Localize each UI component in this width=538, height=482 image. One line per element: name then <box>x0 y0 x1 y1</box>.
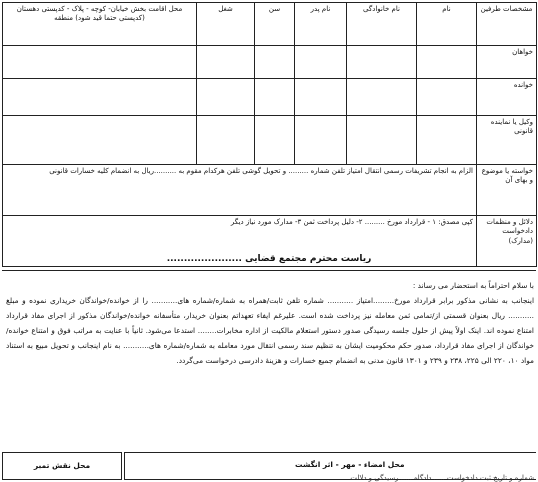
defendant-job-cell[interactable] <box>197 79 255 116</box>
lawyer-label: وکیل یا نماینده قانونی <box>477 116 537 165</box>
plaintiff-family-cell[interactable] <box>347 46 417 79</box>
subject-text: الزام به انجام تشریفات رسمی انتقال امتیاز تلفن شماره ......... و تحویل گوشی تلفن هرکدام مقوم به ..........ریال به انضمام کلیه خسارات قانونی <box>3 165 477 216</box>
header-father: نام پدر <box>295 3 347 46</box>
signature-box[interactable] <box>124 452 536 480</box>
defendant-family-cell[interactable] <box>347 79 417 116</box>
plaintiff-residence-cell[interactable] <box>3 46 197 79</box>
petition-paragraph: اینجانب به نشانی مذکور برابر قرارداد مورخ.........امتیاز ........... شماره تلفن ثابت/همراه به شماره/شماره های........... را از خوانده/خواندگان خریداری نموده و مبلغ ........... ریال بعنوان قسمتی از/تمامی ثمن معامله نیز پرداخت شده است. علیرغم ایفاء تعهداتم بعنوان خریدار، متأسفانه خوانده/خواندگان مذکور از اجرای مفاد قرارداد امتناع نموده اند. اینک اولاً پیش از حلول جلسه رسیدگی صدور دستور استعلام مالکیت از اداره مخابرات........ استدعا می‌شود. ثانیاً با عنایت به مراتب فوق و امتناع خوانده/خواندگان از اجرای مفاد قرارداد، صدور حکم محکومیت ایشان به تنظیم سند رسمی انتقال مورد معامله به شماره/شماره های........... به نام اینجانب و تحویل مبیع به استناد مواد ۱۰، ۲۲۰ الی ۲۲۵، ۲۳۸ و ۲۳۹ و ۱۳۰۱ قانون مدنی به انضمام جمیع خسارات و هزینهٔ دادرسی درخواست می‌گردد. <box>6 296 534 365</box>
header-age: سن <box>255 3 295 46</box>
footer-area <box>2 452 536 480</box>
plaintiff-label: خواهان <box>477 46 537 79</box>
plaintiff-row <box>3 46 537 79</box>
subject-label: خواسته یا موضوع و بهای آن <box>477 165 537 216</box>
header-residence: محل اقامت بخش خیابان- کوچه - پلاک - کدپستی دهستان (کدپستی حتما قید شود) منطقه <box>3 3 197 46</box>
greeting: با سلام احتراماً به استحضار می رساند : <box>412 281 534 290</box>
evidence-label: دلائل و منظمات دادخواست (مدارک) <box>477 216 537 267</box>
lawyer-family-cell[interactable] <box>347 116 417 165</box>
header-family: نام خانوادگی <box>347 3 417 46</box>
table-header-row <box>3 3 537 46</box>
lawyer-name-cell[interactable] <box>417 116 477 165</box>
signature-label: محل امضاء - مهر - اثر انگشت <box>295 460 405 469</box>
title-divider <box>2 270 536 271</box>
court-title: ریاست محترم مجتمع قضایی ...................... <box>166 254 372 264</box>
header-job: شغل <box>197 3 255 46</box>
evidence-text: کپی مصدق: ۱ - قرارداد مورخ ......... ۲- دلیل پرداخت ثمن ۳- مدارک مورد نیاز دیگر <box>3 216 477 267</box>
lawyer-job-cell[interactable] <box>197 116 255 165</box>
parties-table <box>2 2 537 267</box>
defendant-label: خوانده <box>477 79 537 116</box>
lawyer-age-cell[interactable] <box>255 116 295 165</box>
stamp-box: محل نقش تمبر <box>2 452 122 480</box>
defendant-name-cell[interactable] <box>417 79 477 116</box>
subject-row <box>3 165 537 216</box>
plaintiff-name-cell[interactable] <box>417 46 477 79</box>
registration-fragment: شماره و تاریخ ثبت دادخواست ..... دادگاه ..... رسیدگی و دلالت <box>350 474 534 482</box>
lawyer-father-cell[interactable] <box>295 116 347 165</box>
petition-body <box>6 278 534 368</box>
lawyer-residence-cell[interactable] <box>3 116 197 165</box>
plaintiff-job-cell[interactable] <box>197 46 255 79</box>
defendant-residence-cell[interactable] <box>3 79 197 116</box>
lawyer-row <box>3 116 537 165</box>
plaintiff-father-cell[interactable] <box>295 46 347 79</box>
defendant-row <box>3 79 537 116</box>
parties-label: مشخصات طرفین <box>477 3 537 46</box>
defendant-father-cell[interactable] <box>295 79 347 116</box>
defendant-age-cell[interactable] <box>255 79 295 116</box>
plaintiff-age-cell[interactable] <box>255 46 295 79</box>
header-name: نام <box>417 3 477 46</box>
